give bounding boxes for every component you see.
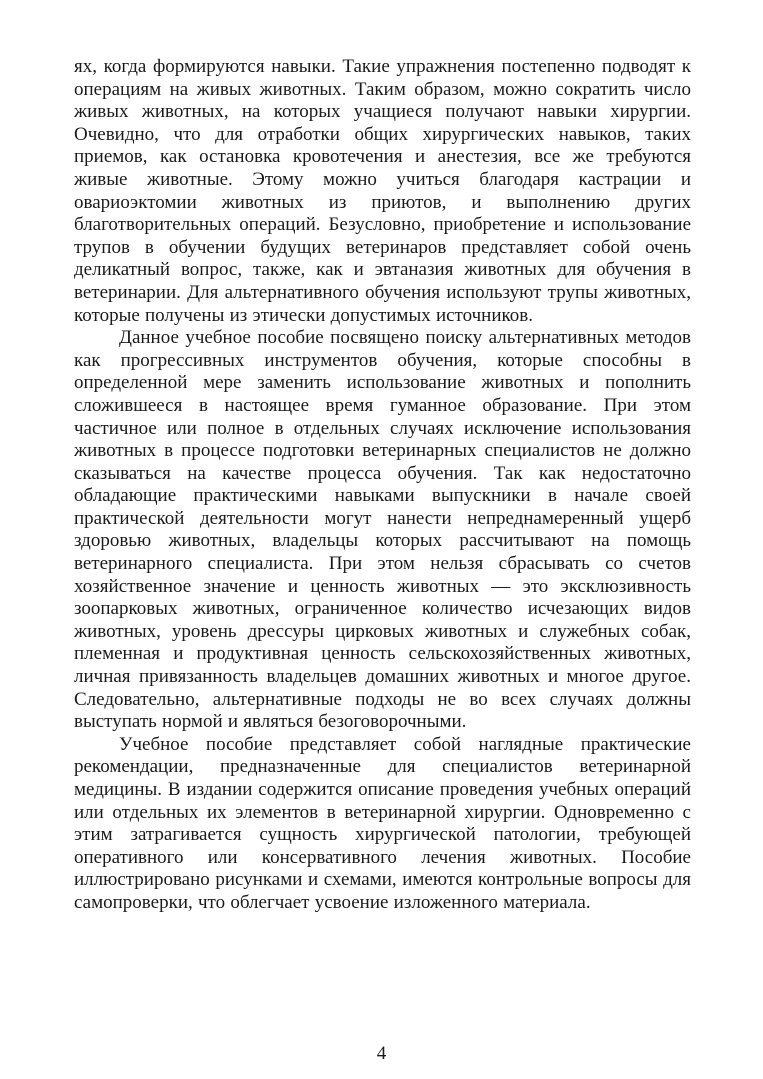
page-body	[74, 56, 691, 1046]
paragraph-1: ях, когда формируются навыки. Такие упражнения постепенно подводят к операциям на живых животных. Таким образом, можно сократить число живых животных, на которых учащиеся получают навыки хирургии. Очевидно, что для отработки общих хирургических навыков, таких приемов, как остановка кровотечения и анестезия, все же требуются живые животные. Этому можно учиться благодаря кастрации и овариоэктомии животных из приютов, и выполнению других благотворительных операций. Безусловно, приобретение и использование трупов в обучении будущих ветеринаров представляет собой очень деликатный вопрос, также, как и эвтаназия животных для обучения в ветеринарии. Для альтернативного обучения используют трупы животных, которые получены из этически допустимых источников.	[74, 56, 691, 326]
paragraph-3: Учебное пособие представляет собой наглядные практические рекомендации, предназначенные для специалистов ветеринарной медицины. В издании содержится описание проведения учебных операций или отдельных их элементов в ветеринарной хирургии. Одновременно с этим затрагивается сущность хирургической патологии, требующей оперативного или консервативного лечения животных. Пособие иллюстрировано рисунками и схемами, имеются контрольные вопросы для самопроверки, что облегчает усвоение изложенного материала.	[74, 733, 691, 913]
paragraph-2: Данное учебное пособие посвящено поиску альтернативных методов как прогрессивных инструментов обучения, которые способны в определенной мере заменить использование животных и пополнить сложившееся в настоящее время гуманное образование. При этом частичное или полное в отдельных случаях исключение использования животных в процессе подготовки ветеринарных специалистов не должно сказываться на качестве процесса обучения. Так как недостаточно обладающие практическими навыками выпускники в начале своей практической деятельности могут нанести непреднамеренный ущерб здоровью животных, владельцы которых рассчитывают на помощь ветеринарного специалиста. При этом нельзя сбрасывать со счетов хозяйственное значение и ценность животных — это эксклюзивность зоопарковых животных, ограниченное количество исчезающих видов животных, уровень дрессуры цирковых животных и служебных собак, племенная и продуктивная ценность сельскохозяйственных животных, личная привязанность владельцев домашних животных и многое другое. Следовательно, альтернативные подходы не во всех случаях должны выступать нормой и являться безоговорочными.	[74, 327, 691, 733]
page-number: 4	[376, 1043, 387, 1064]
